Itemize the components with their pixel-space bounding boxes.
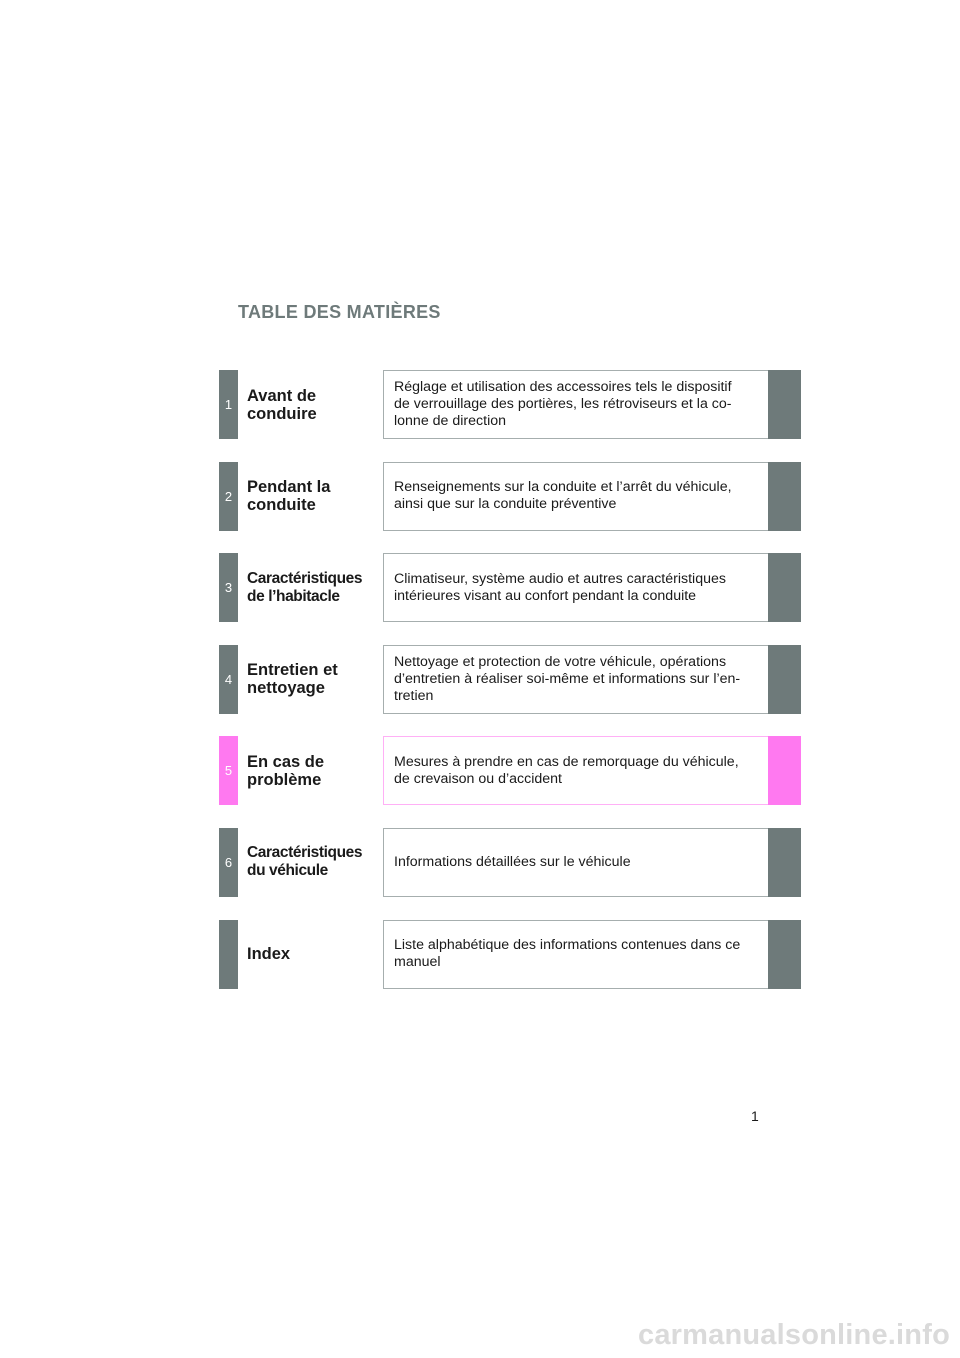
chapter-number-tab: 2 <box>219 462 238 531</box>
chapter-description-box <box>383 736 769 805</box>
chapter-number-tab: 4 <box>219 645 238 714</box>
chapter-description: Mesures à prendre en cas de remorquage du véhicule, de crevaison ou d’accident <box>394 753 739 787</box>
watermark: carmanualsonline.info <box>638 1319 950 1351</box>
chapter-description: Nettoyage et protection de votre véhicule, opérations d’entretien à réaliser soi-même et informations sur l’en- tretien <box>394 653 741 704</box>
chapter-description-box <box>383 920 769 989</box>
page-title: TABLE DES MATIÈRES <box>238 302 441 322</box>
toc-row-index[interactable] <box>219 920 801 989</box>
chapter-edge-tab <box>768 370 801 439</box>
chapter-description: Renseignements sur la conduite et l’arrêt du véhicule, ainsi que sur la conduite préventive <box>394 479 732 513</box>
chapter-number-tab: 1 <box>219 370 238 439</box>
chapter-number-tab: 6 <box>219 828 238 897</box>
chapter-number-tab: 5 <box>219 736 238 805</box>
chapter-edge-tab <box>768 736 801 805</box>
chapter-description: Informations détaillées sur le véhicule <box>394 853 631 870</box>
chapter-number-tab <box>219 920 238 989</box>
toc-row-chapter-2[interactable] <box>219 462 801 531</box>
chapter-title: Entretien et nettoyage <box>247 661 338 698</box>
chapter-title: Pendant la conduite <box>247 478 331 515</box>
page-number: 1 <box>751 1108 759 1124</box>
chapter-title: En cas de problème <box>247 752 325 789</box>
chapter-title: Avant de conduire <box>247 386 317 423</box>
toc-row-chapter-4[interactable] <box>219 645 801 714</box>
toc-row-chapter-6[interactable] <box>219 828 801 897</box>
chapter-edge-tab <box>768 645 801 714</box>
chapter-description-box <box>383 370 769 439</box>
chapter-description: Liste alphabétique des informations contenues dans ce manuel <box>394 937 741 971</box>
chapter-number-tab: 3 <box>219 553 238 622</box>
chapter-edge-tab <box>768 462 801 531</box>
chapter-description: Réglage et utilisation des accessoires tels le dispositif de verrouillage des portières, les rétroviseurs et la co- lonne de direction <box>394 379 732 429</box>
chapter-edge-tab <box>768 553 801 622</box>
toc-row-chapter-3[interactable] <box>219 553 801 622</box>
chapter-description-box <box>383 828 769 897</box>
chapter-description-box <box>383 553 769 622</box>
chapter-description-box <box>383 462 769 531</box>
chapter-title: Index <box>247 945 291 964</box>
chapter-edge-tab <box>768 828 801 897</box>
chapter-description-box <box>383 645 769 714</box>
toc-row-chapter-1[interactable] <box>219 370 801 439</box>
toc-row-chapter-5[interactable] <box>219 736 801 805</box>
chapter-description: Climatiseur, système audio et autres caractéristiques intérieures visant au confort pendant la conduite <box>394 570 726 604</box>
chapter-title: Caractéristiques de l’habitacle <box>247 569 363 605</box>
chapter-title: Caractéristiques du véhicule <box>247 844 363 880</box>
toc-list <box>219 370 801 1011</box>
chapter-edge-tab <box>768 920 801 989</box>
